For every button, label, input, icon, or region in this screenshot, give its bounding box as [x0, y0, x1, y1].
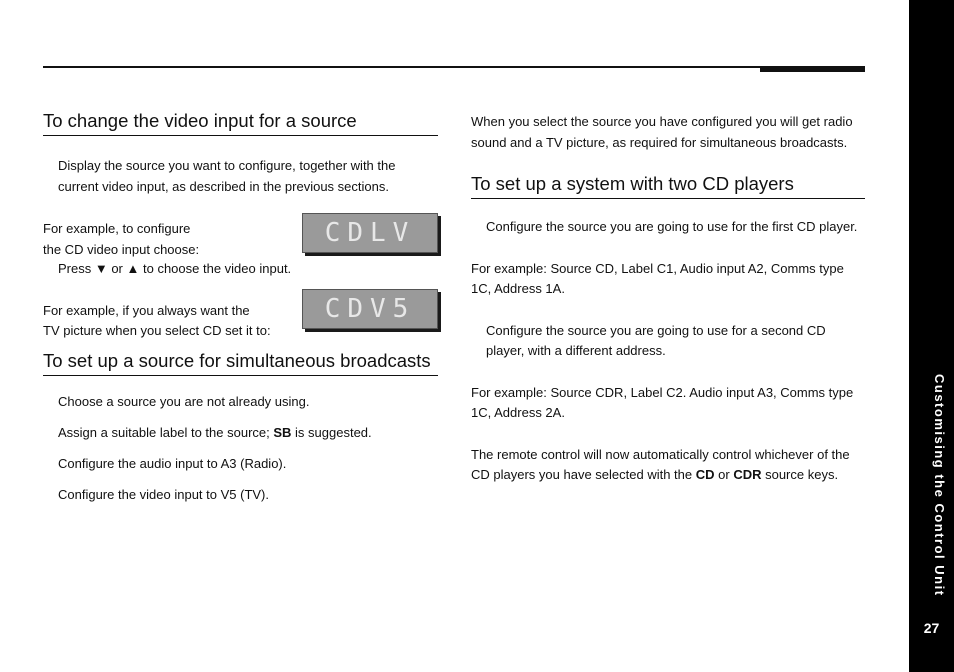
right-column — [471, 112, 865, 486]
example-tv-picture-text — [43, 301, 271, 342]
example-tv-line1: For example, if you always want the — [43, 302, 250, 318]
header-rule-tab — [760, 66, 865, 72]
step-assign-text: Assign a suitable label to the source; — [58, 424, 274, 440]
chapter-title: Customising the Control Unit — [932, 374, 947, 597]
example-cd-video-text — [43, 219, 199, 260]
lcd-display-cdlv: CDLV — [302, 213, 438, 253]
example-tv-line2: TV picture when you select CD set it to: — [43, 323, 271, 338]
key-cd: CD — [695, 467, 715, 482]
example-cd-video — [43, 219, 438, 261]
page-number: 27 — [923, 620, 940, 636]
closing-suffix: source keys. — [761, 467, 839, 482]
intro-paragraph: When you select the source you have configured you will get radio sound and a TV picture, as required for simultaneous broadcasts. — [471, 114, 853, 150]
example-tv-picture — [43, 293, 438, 343]
step-video-input: Configure the video input to V5 (TV). — [58, 487, 270, 502]
step-assign-suffix: is suggested. — [291, 424, 372, 440]
step-second-cd: Configure the source you are going to use for a second CD player, with a different address. — [486, 322, 826, 358]
label-sb: SB — [273, 424, 292, 440]
step-choose-text: to choose the video input. — [139, 261, 292, 276]
step-assign-label — [43, 423, 438, 444]
lcd-display-cdv5: CDV5 — [302, 289, 438, 329]
example-cd-video-line2: the CD video input choose: — [43, 241, 200, 257]
closing-text: The remote control will now automatically control whichever of the CD players you have selected with the — [471, 446, 850, 482]
step-press-text: Press — [58, 261, 95, 276]
example-first-cd: For example: Source CD, Label C1, Audio input A2, Comms type 1C, Address 1A. — [471, 260, 844, 296]
example-second-cd: For example: Source CDR, Label C2. Audio input A3, Comms type 1C, Address 2A. — [471, 384, 854, 420]
step-press-arrows — [43, 259, 438, 280]
closing-or: or — [714, 467, 734, 482]
step-choose-source: Choose a source you are not already using. — [58, 393, 310, 409]
step-audio-input: Configure the audio input to A3 (Radio). — [58, 455, 287, 471]
left-column — [43, 110, 438, 506]
section-heading-video-input: To change the video input for a source — [43, 110, 438, 136]
key-cdr: CDR — [733, 467, 762, 482]
step-first-cd: Configure the source you are going to use for the first CD player. — [486, 219, 858, 234]
example-cd-video-line1: For example, to configure — [43, 221, 191, 236]
step-display-source: Display the source you want to configure, together with the current video input, as described in the previous sections. — [58, 158, 396, 194]
section-heading-two-cd: To set up a system with two CD players — [471, 173, 865, 199]
closing-paragraph — [471, 445, 865, 486]
step-or-text: or — [107, 261, 127, 276]
section-heading-simultaneous: To set up a source for simultaneous broadcasts — [43, 350, 438, 376]
down-arrow-icon: ▼ — [94, 261, 108, 276]
up-arrow-icon: ▲ — [126, 261, 140, 276]
header-rule — [43, 66, 865, 68]
